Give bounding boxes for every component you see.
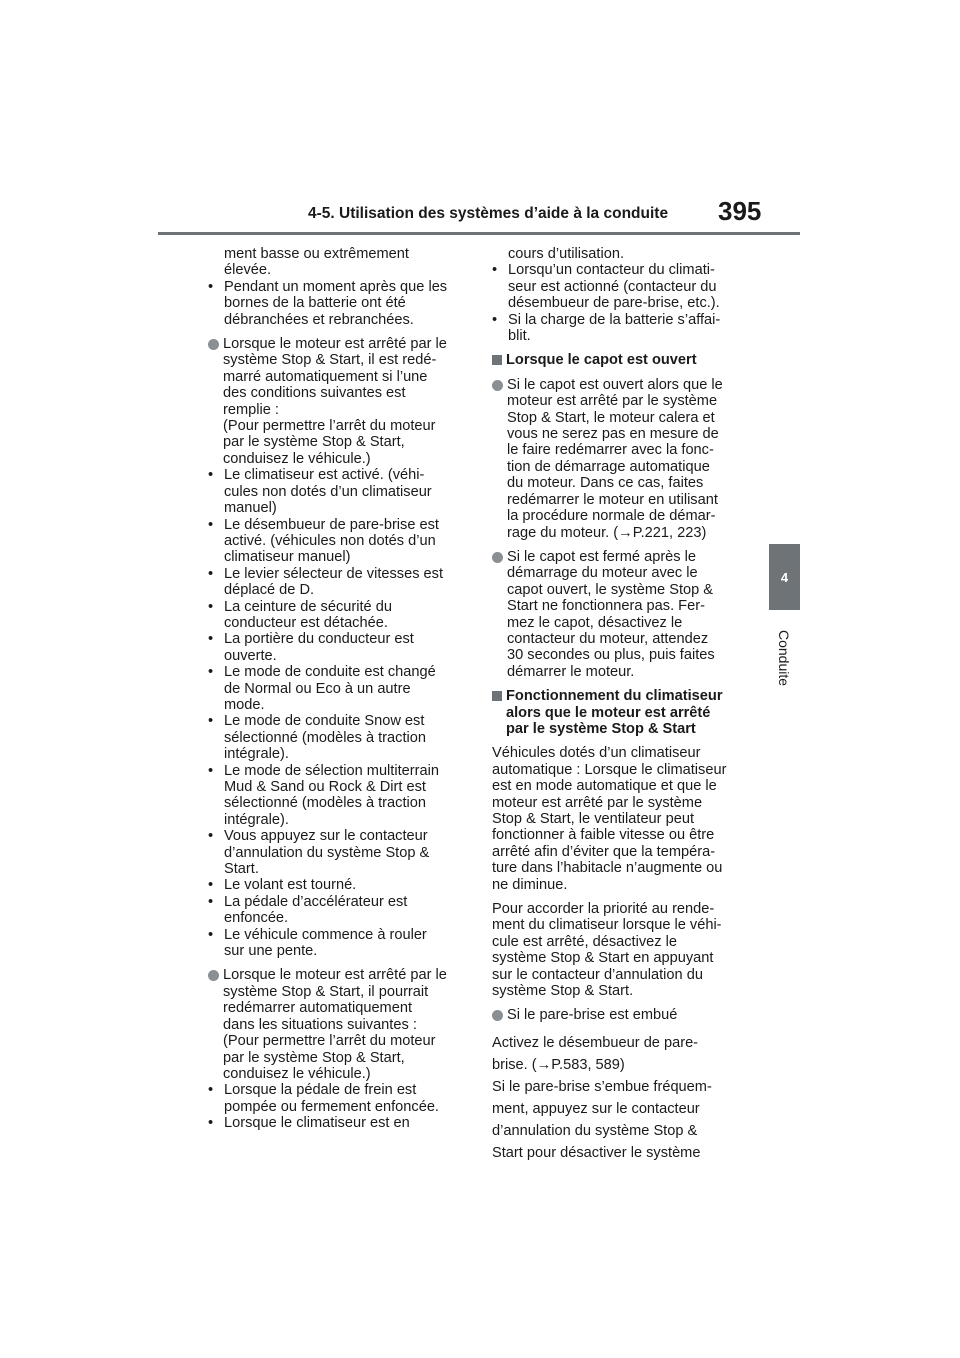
- circle-item: Lorsque le moteur est arrêté par le système Stop & Start, il pourrait redémarrer automatiquement dans les situations suivantes : (Pour permettre l’arrêt du moteur par le système Stop & Start, conduisez le véhicule.): [208, 967, 470, 1082]
- bullet-circle-icon: [492, 1010, 503, 1021]
- header-rule: [158, 232, 800, 235]
- list-item: • Le volant est tourné.: [208, 877, 357, 894]
- list-item: • Le désembueur de pare-brise est activé. (véhicules non dotés d’un climatiseur manuel): [208, 516, 439, 566]
- bullet-circle-icon: [492, 552, 503, 563]
- list-item: • Le mode de conduite est changé de Normal ou Eco à un autre mode.: [208, 664, 436, 713]
- square-marker-icon: [492, 691, 502, 701]
- circle-item: Si le capot est ouvert alors que le moteur est arrêté par le système Stop & Start, le moteur calera et vous ne serez pas en mesure de le faire redémarrer avec la fonc- tion de démarrage automatique du moteur. Dans ce cas, faites redémarrer le moteur en utilisant la procédure normale de démar- rage du moteur. (→P.221, 223): [492, 377, 754, 541]
- chapter-tab: [769, 544, 800, 610]
- paragraph-defogger: Activez le désembueur de pare- brise. (→P.583, 589) Si le pare-brise s’embue fréquem- ment, appuyez sur le contacteur d’annulation du système Stop & Start pour désactiver le système: [492, 1034, 712, 1161]
- paragraph: Véhicules dotés d’un climatiseur automatique : Lorsque le climatiseur est en mode automatique et que le moteur est arrêté par le système Stop & Start, le ventilateur peut fonctionner à faible vitesse ou être arrêté afin d’éviter que la tempéra- ture dans l’habitacle n’augmente ou ne diminue.: [492, 745, 727, 893]
- subheading-hood-open: Lorsque le capot est ouvert: [492, 352, 754, 368]
- page-number: 395: [718, 196, 762, 226]
- list-item: • Le mode de sélection multiterrain Mud & Sand ou Rock & Dirt est sélectionné (modèles à traction intégrale).: [208, 762, 439, 828]
- left-column: [208, 246, 470, 1132]
- bullet-circle-icon: [208, 970, 219, 981]
- chapter-label: [766, 620, 802, 695]
- list-item: • Le levier sélecteur de vitesses est déplacé de D.: [208, 565, 444, 599]
- list-item: • Vous appuyez sur le contacteur d’annulation du système Stop & Start.: [208, 828, 430, 878]
- circle-item: Si le capot est fermé après le démarrage du moteur avec le capot ouvert, le système Stop & Start ne fonctionnera pas. Fer- mez le capot, désactivez le contacteur du moteur, attendez 30 secondes ou plus, puis faites démarrer le moteur.: [492, 549, 754, 680]
- list-item: • Le climatiseur est activé. (véhi- cules non dotés d’un climatiseur manuel): [208, 467, 432, 517]
- square-marker-icon: [492, 355, 502, 365]
- section-title: 4-5. Utilisation des systèmes d’aide à la conduite: [308, 205, 669, 222]
- list-item: • Le véhicule commence à rouler sur une pente.: [208, 926, 427, 960]
- list-item: • Lorsqu’un contacteur du climati- seur est actionné (contacteur du désembueur de pare-brise, etc.).: [492, 262, 720, 312]
- list-item: • Le mode de conduite Snow est sélectionné (modèles à traction intégrale).: [208, 713, 426, 763]
- circle-item: Lorsque le moteur est arrêté par le système Stop & Start, il est redé- marré automatiquement si l’une des conditions suivantes est remplie : (Pour permettre l’arrêt du moteur par le système Stop & Start, conduisez le véhicule.): [208, 336, 470, 467]
- circle-item: Si le pare-brise est embué: [492, 1007, 754, 1023]
- right-column: [492, 246, 754, 1164]
- list-item: • Pendant un moment après que les bornes de la batterie ont été débranchées et rebranchées.: [208, 278, 448, 328]
- bullet-circle-icon: [492, 380, 503, 391]
- intro-text: ment basse ou extrêmement élevée.: [224, 246, 409, 279]
- bullet-circle-icon: [208, 339, 219, 350]
- list-item: • Si la charge de la batterie s’affai- blit.: [492, 311, 721, 345]
- list-item: • La pédale d’accélérateur est enfoncée.: [208, 893, 408, 927]
- list-item: • La ceinture de sécurité du conducteur est détachée.: [208, 598, 392, 631]
- list-item: • Lorsque le climatiseur est en: [208, 1115, 410, 1132]
- list-item: • Lorsque la pédale de frein est pompée ou fermement enfoncée.: [208, 1082, 439, 1115]
- chapter-number: 4: [780, 569, 789, 585]
- chapter-label-text: Conduite: [776, 629, 793, 686]
- list-item: • La portière du conducteur est ouverte.: [208, 631, 414, 664]
- paragraph: Pour accorder la priorité au rende- ment du climatiseur lorsque le véhi- cule est arrêté, désactivez le système Stop & Start en appuyant sur le contacteur d’annulation du système Stop & Start.: [492, 901, 722, 1000]
- continued-text: cours d’utilisation.: [508, 246, 624, 262]
- subheading-air-conditioning: Fonctionnement du climatiseur alors que le moteur est arrêté par le système Stop & Start: [492, 688, 754, 737]
